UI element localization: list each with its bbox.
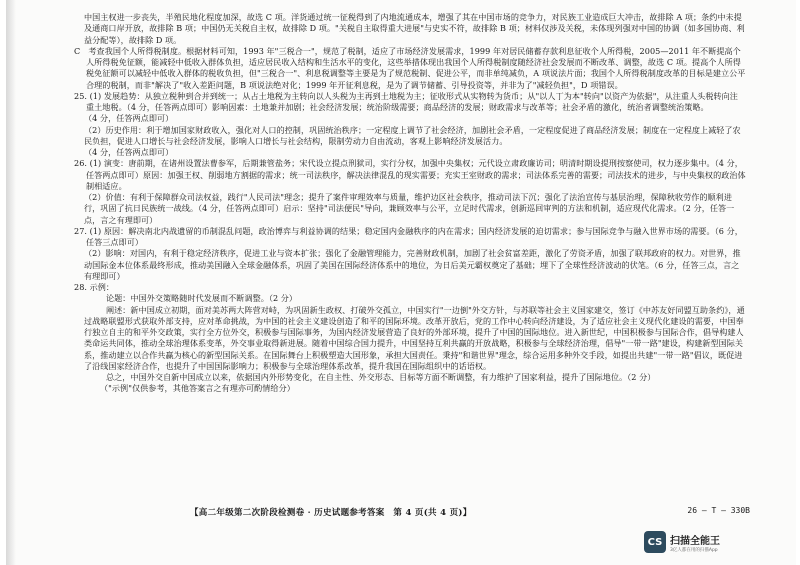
q24-answer: C 考查我国个人所得税制度。根据材料可知，1993 年"三税合一"，规范了税制，适应了市场经济发展需求，1999 年对居民储蓄存款利息征收个人所得税，2005—2011 年不断提高个人所得税免征额，能减轻中低收入群体负担，适应居民收入结构和生活水平的变化，这些举措体现出我国个人所得税制度随经济社会发展而不断改革、调整，故选 C 项。提高个人所得税免征额可以减轻中低收入群体的税收负担，但"三税合一"、利息税调整等主要是为了规范税制、促进公平，而非单纯减负，A 项说法片面；我国个人所得税制度改革的目标是建立公平合理的税制，而非"解决了"收入差距问题，B 项说法绝对化；1999 年开征利息税，是为了调节储蓄、引导投资等，并非为了"减轻负担"，D 项错误。 [74, 45, 746, 90]
q25-part1: 25. (1) 发展趋势：从独立税种到合并到统一；从占土地税为主转向以人头税为主再到土地税为主；征收形式从实物转为货币；从"以人丁为本"转向"以资产为依据"，从注重人头税转向注重土地税。（4 分，任答两点即可）影响因素：土地兼并加剧；社会经济发展；统治阶级需要；商品经济的发展；财政需求与改革等；社会矛盾的激化，统治者调整统治策略。 [74, 90, 738, 112]
q27-part1: 27. (1) 原因：解决南北内战遗留的币制混乱问题，政治博弈与利益协调的结果；稳定国内金融秩序的内在需求；国内经济发展的迫切需求；参与国际竞争与融入世界市场的需要。（6 分，任答三点即可） [74, 225, 743, 247]
camscanner-logo-icon: CS [644, 531, 666, 553]
answer-key-body [74, 12, 746, 395]
scanner-app-name: 扫描全能王 [670, 535, 720, 547]
footer-code: 26 — T — 330B [687, 506, 750, 515]
q26-part1: 26. (1) 演变：唐前期，在诸州设置法曹参军，后期兼管盐务；宋代设立提点刑狱司，实行分权，加强中央集权；元代设立肃政廉访司；明清时期设提刑按察使司，权力逐步集中。（4 分，任答两点即可）原因：加强王权、削弱地方割据的需求；统一司法秩序，解决法律混乱的现实需要；充实王室财政的需求；司法体系完善的需要；司法技术的进步，与中央集权的政治体制相适应。 [74, 158, 746, 191]
page-footer [190, 506, 750, 518]
scanner-branding [670, 532, 720, 553]
q23-continuation: 中国主权进一步丧失，半殖民地化程度加深，故选 C 项。洋货通过统一征税得到了内地流通成本，增强了其在中国市场的竞争力，对民族工业造成巨大冲击，故排除 A 项；条约中未提及通商口岸开放，故排除 B 项；中国仍无关税自主权，故排除 D 项。"关税自主取得重大进展"与史实不符，故排除 B 项；材料仅涉及关税，未体现列强对中国的协调（如多国协商、利益分配等），故排除 D 项。 [84, 12, 745, 45]
footer-title: 【高二年级第二次阶段检测卷 · 历史试题参考答案 第 4 页(共 4 页)】 [190, 508, 472, 518]
scanner-tagline: 3亿人都在用的扫描App [670, 547, 718, 553]
q26-part2: （2）价值：有利于保障群众司法权益，践行"人民司法"理念；提升了案件审理效率与质量，维护边区社会秩序，推动司法下沉；强化了法治宣传与基层治理，保障秋收劳作的顺利进行，巩固了抗日民族统一战线。（4 分，任答两点即可）启示：坚持"司法便民"导向，兼顾效率与公平，立足时代需求，创新巡回审判的方法和机制，适应现代化需求。（2 分，任答一点，言之有理即可） [84, 192, 735, 225]
q25-score-note-1: （4 分，任答两点即可） [84, 113, 174, 124]
essay-conclusion: 总之，中国外交自新中国成立以来，依据国内外形势变化，在自主性、外交形态、目标等方面不断调整，有力维护了国家利益，提升了国际地位。（2 分） [106, 372, 656, 382]
q25-score-note-2: （4 分，任答两点即可） [84, 147, 174, 157]
essay-thesis: 论题：中国外交策略随时代发展而不断调整。（2 分） [106, 293, 298, 304]
essay-argument: 阐述：新中国成立初期，面对美苏两大阵营对峙，为巩固新生政权、打破外交孤立，中国实行"一边倒"外交方针，与苏联等社会主义国家建交，签订《中苏友好同盟互助条约》，通过战略联盟形式获取外部支持，应对革命挑战，为中国的社会主义建设创造了和平的国际环境。改革开放后，党的工作中心转向经济建设，为了适应社会主义现代化建设的需要，中国奉行独立自主的和平外交政策，实行全方位外交，积极参与国际事务，为国内经济发展营造了良好的外部环境，提升了中国的国际地位。进入新世纪，中国积极参与国际合作，倡导构建人类命运共同体，推动全球治理体系变革，外交事业取得新进展。随着中国综合国力提升，中国坚持互利共赢的开放战略，积极参与全球经济治理，倡导"一带一路"建设，构建新型国际关系，推动建立以合作共赢为核心的新型国际关系。在国际舞台上积极塑造大国形象，承担大国责任。秉持"和谐世界"理念，综合运用多种外交手段，如提出共建"一带一路"倡议，既促进了沿线国家经济合作，也提升了中国国际影响力；积极参与全球治理体系改革，提升我国在国际组织中的话语权。 [84, 304, 745, 371]
q28-heading: 28. 示例： [74, 282, 115, 292]
scanned-page [6, 0, 796, 565]
q25-part2: （2）历史作用：利于增加国家财政收入，强化对人口的控制，巩固统治秩序；一定程度上调节了社会经济，加剧社会矛盾，一定程度促进了商品经济发展；制度在一定程度上减轻了农民负担，促进人口增长与社会经济发展，影响人口增长与社会结构，限制劳动力自由流动，客观上影响经济发展活力。 [84, 124, 741, 146]
page-edge-shadow [6, 0, 16, 565]
scanner-watermark [644, 522, 800, 562]
scoring-note: （"示例"仅供参考，其他答案言之有理亦可酌情给分） [100, 383, 295, 394]
q27-part2: （2）影响：对国内，有利于稳定经济秩序，促进工业与资本扩张；强化了金融管理能力，完善财政机制，加剧了社会贫富差距，激化了劳资矛盾，加强了联邦政府的权力。对世界，推动国际金本位体系最终形成，推动美国融入全球金融体系，巩固了美国在国际经济体系中的地位，为日后美元霸权奠定了基础；埋下了全球性经济波动的伏笔。（6 分，任答三点，言之有理即可） [84, 248, 741, 281]
